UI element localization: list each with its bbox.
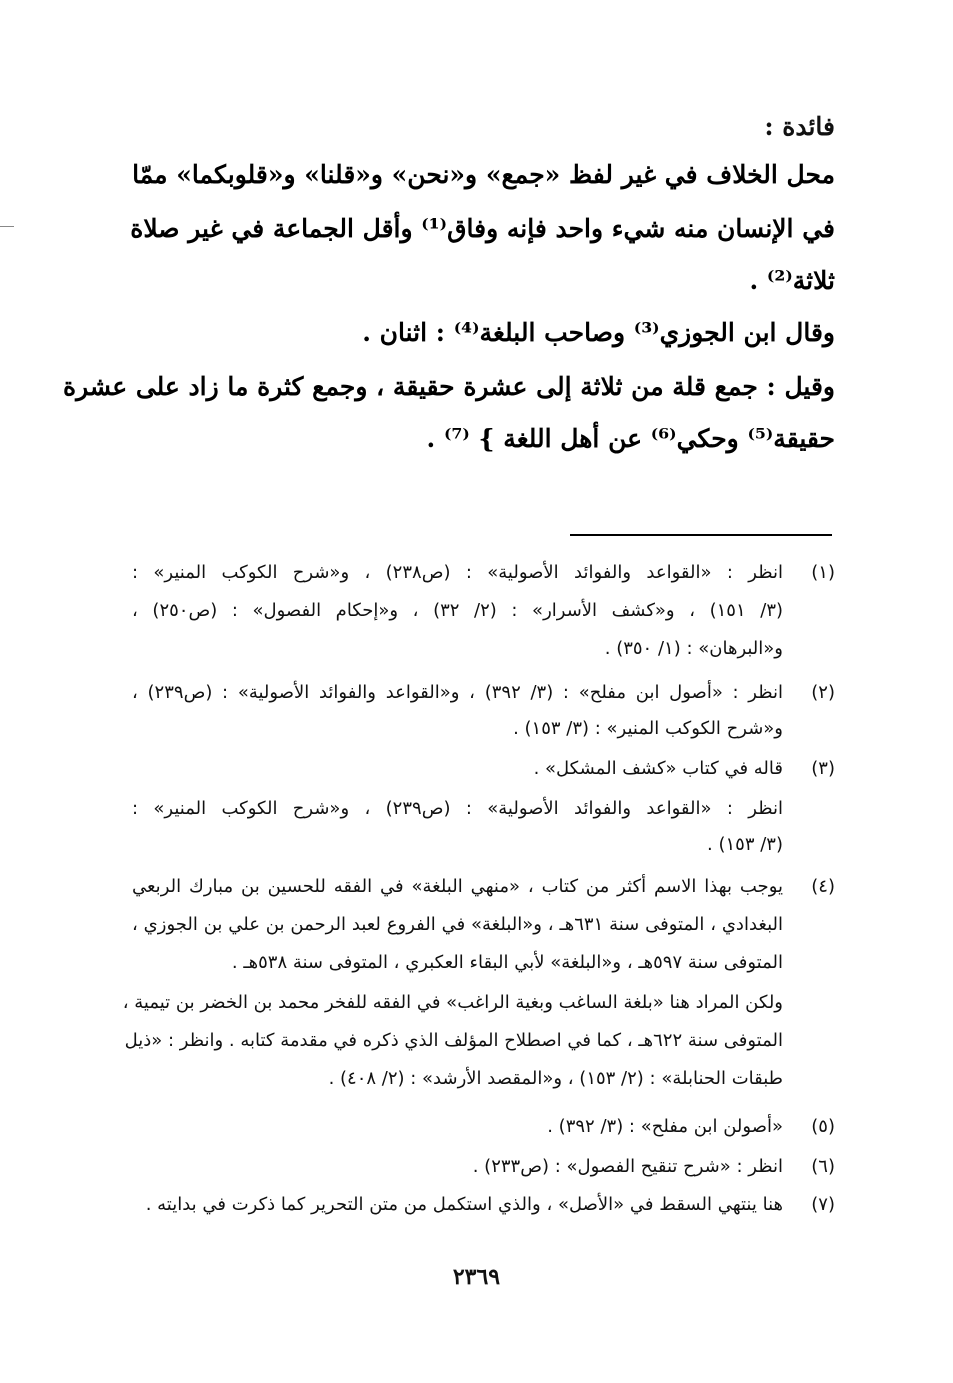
- footnote-number: (٣): [811, 758, 835, 779]
- footnote-line: طبقات الحنابلة» : (٢/ ١٥٣) ، و«المقصد الأرشد» : (٢/ ٤٠٨) .: [328, 1068, 783, 1089]
- footnote-line: يوجب بهذا الاسم أكثر من كتاب ، «منهي البلغة» في الفقه للحسين بن مبارك الربعي: [132, 876, 783, 897]
- footnote-line: انظر : «القواعد والفوائد الأصولية» : (ص٢٣٩) ، و«شرح الكوكب المنير» :: [132, 798, 783, 819]
- footnote-line: و«البرهان» : (١/ ٣٥٠) .: [604, 638, 783, 659]
- section-heading: فائدة :: [764, 112, 835, 141]
- footnote-line: انظر : «أصول ابن مفلح» : (٣/ ٣٩٢) ، و«القواعد والفوائد الأصولية» : (ص٢٣٩) ،: [132, 682, 784, 703]
- footnote-number: (٧): [811, 1194, 835, 1215]
- footnote-line: هنا ينتهي السقط في «الأصل» ، والذي استكمل من متن التحرير كما ذكرت في بدايته .: [145, 1194, 783, 1215]
- footnote-number: (٤): [811, 876, 835, 897]
- footnote-line: (٣/ ١٥١) ، و«كشف الأسرار» : (٢/ ٣٢) ، و«إحكام الفصول» : (ص٢٥٠) ،: [132, 600, 784, 621]
- footnote-line: ولكن المراد هنا «بلغة الساغب وبغية الراغب» في الفقه للفخر محمد بن الخضر بن تيمية ،: [122, 992, 783, 1013]
- footnote-number: (٥): [811, 1116, 835, 1137]
- footnote-number: (٦): [811, 1156, 835, 1177]
- margin-mark: [0, 226, 14, 227]
- page-number: ٢٣٦٩: [452, 1264, 501, 1290]
- main-line: حقيقة⁽⁵⁾ وحكي⁽⁶⁾ عن أهل اللغة } ⁽⁷⁾ .: [426, 424, 835, 453]
- main-line: في الإنسان منه شيء واحد فإنه وفاق⁽¹⁾ وأقل الجماعة في غير صلاة: [130, 214, 835, 243]
- main-line: وقال ابن الجوزي⁽³⁾ وصاحب البلغة⁽⁴⁾ : اثنان .: [362, 318, 835, 347]
- footnote-number: (١): [811, 562, 835, 583]
- footnote-line: انظر : «القواعد والفوائد الأصولية» : (ص٢٣٨) ، و«شرح الكوكب المنير» :: [132, 562, 783, 583]
- footnote-line: (٣/ ١٥٣) .: [707, 834, 783, 855]
- footnote-line: المتوفى سنة ٦٢٢هـ ، كما في اصطلاح المؤلف الذي ذكره في مقدمة كتابه . وانظر : «ذيل: [124, 1030, 783, 1051]
- main-line: ثلاثة⁽²⁾ .: [749, 266, 835, 295]
- main-line: وقيل : جمع قلة من ثلاثة إلى عشرة حقيقة ، وجمع كثرة ما زاد على عشرة: [63, 372, 835, 401]
- footnote-separator: [570, 534, 832, 536]
- footnote-line: قاله في كتاب «كشف المشكل» .: [533, 758, 783, 779]
- footnote-line: البغدادي ، المتوفى سنة ٦٣١هـ ، و«البلغة» في الفروع لعبد الرحمن بن علي بن الجوزي ،: [132, 914, 784, 935]
- footnote-line: انظر : «شرح تنقيح الفصول» : (ص٢٣٣) .: [472, 1156, 783, 1177]
- footnote-number: (٢): [811, 682, 835, 703]
- footnote-line: المتوفى سنة ٥٩٧هـ ، و«البلغة» لأبي البقاء العكبري ، المتوفى سنة ٥٣٨هـ .: [231, 952, 783, 973]
- main-line: محل الخلاف في غير لفظ «جمع» و«نحن» و«قلنا» و«قلوبكما» ممّا: [132, 160, 835, 189]
- footnote-line: «أصولن ابن مفلح» : (٣/ ٣٩٢) .: [547, 1116, 783, 1137]
- footnote-line: و«شرح الكوكب المنير» : (٣/ ١٥٣) .: [513, 718, 783, 739]
